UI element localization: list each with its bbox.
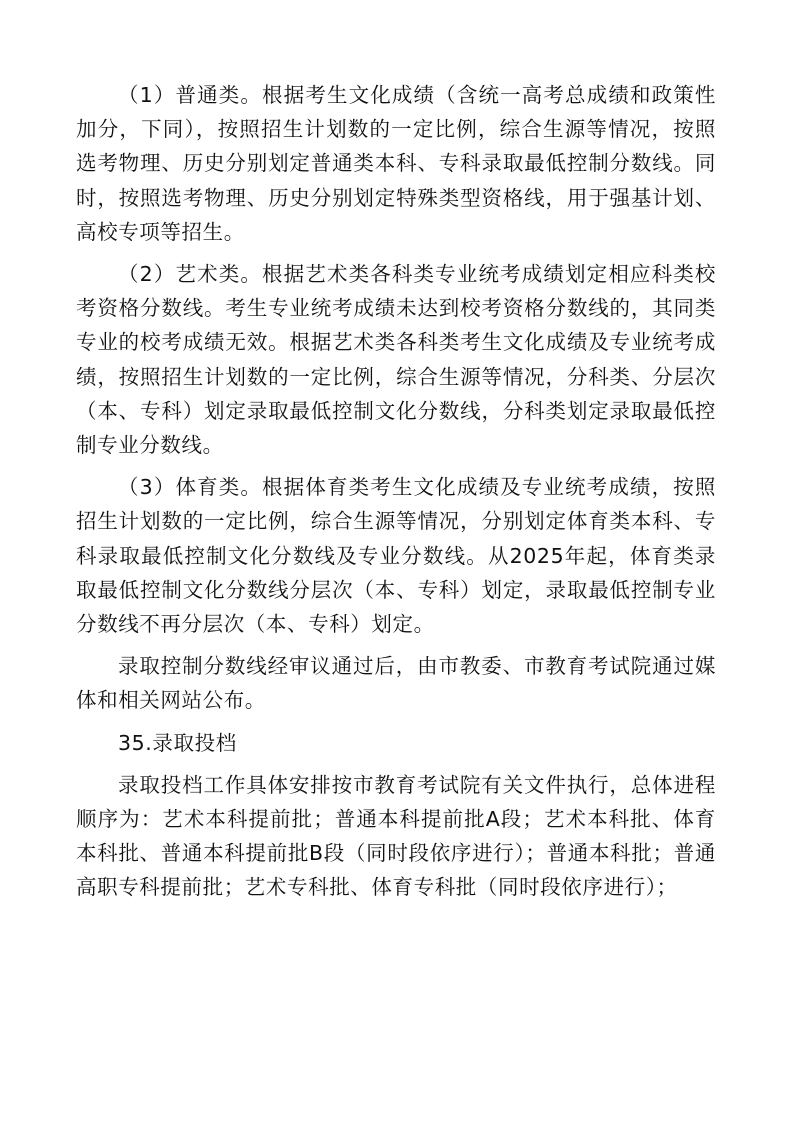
paragraph-spacer [76, 718, 716, 726]
paragraph-general-category: （1）普通类。根据考生文化成绩（含统一高考总成绩和政策性加分，下同），按照招生计划数的一定比例，综合生源等情况，按照选考物理、历史分别划定普通类本科、专科录取最低控制分数线。同时，按照选考物理、历史分别划定特殊类型资格线，用于强基计划、高校专项等招生。 [76, 83, 716, 244]
paragraph-admission-order: 录取投档工作具体安排按市教育考试院有关文件执行，总体进程顺序为：艺术本科提前批；普通本科提前批A段；艺术本科批、体育本科批、普通本科提前批B段（同时段依序进行）；普通本科批；普通高职专科提前批；艺术专科批、体育专科批（同时段依序进行）； [76, 772, 716, 900]
paragraph-spacer [76, 760, 716, 768]
paragraph-spacer [76, 462, 716, 470]
paragraph-sports-category: （3）体育类。根据体育类考生文化成绩及专业统考成绩，按照招生计划数的一定比例，综合生源等情况，分别划定体育类本科、专科录取最低控制文化分数线及专业分数线。从2025年起，体育类录取最低控制文化分数线分层次（本、专科）划定，录取最低控制专业分数线不再分层次（本、专科）划定。 [76, 475, 716, 637]
section-heading: 35.录取投档 [118, 730, 237, 755]
paragraph-art-category: （2）艺术类。根据艺术类各科类专业统考成绩划定相应科类校考资格分数线。考生专业统考成绩未达到校考资格分数线的，其同类专业的校考成绩无效。根据艺术类各科类考生文化成绩及专业统考成绩，按照招生计划数的一定比例，综合生源等情况，分科类、分层次（本、专科）划定录取最低控制文化分数线，分科类划定录取最低控制专业分数线。 [76, 262, 716, 458]
paragraph-spacer [76, 249, 716, 257]
document-body [76, 78, 716, 905]
paragraph-publication: 录取控制分数线经审议通过后，由市教委、市教育考试院通过媒体和相关网站公布。 [76, 654, 716, 713]
paragraph-spacer [76, 641, 716, 649]
